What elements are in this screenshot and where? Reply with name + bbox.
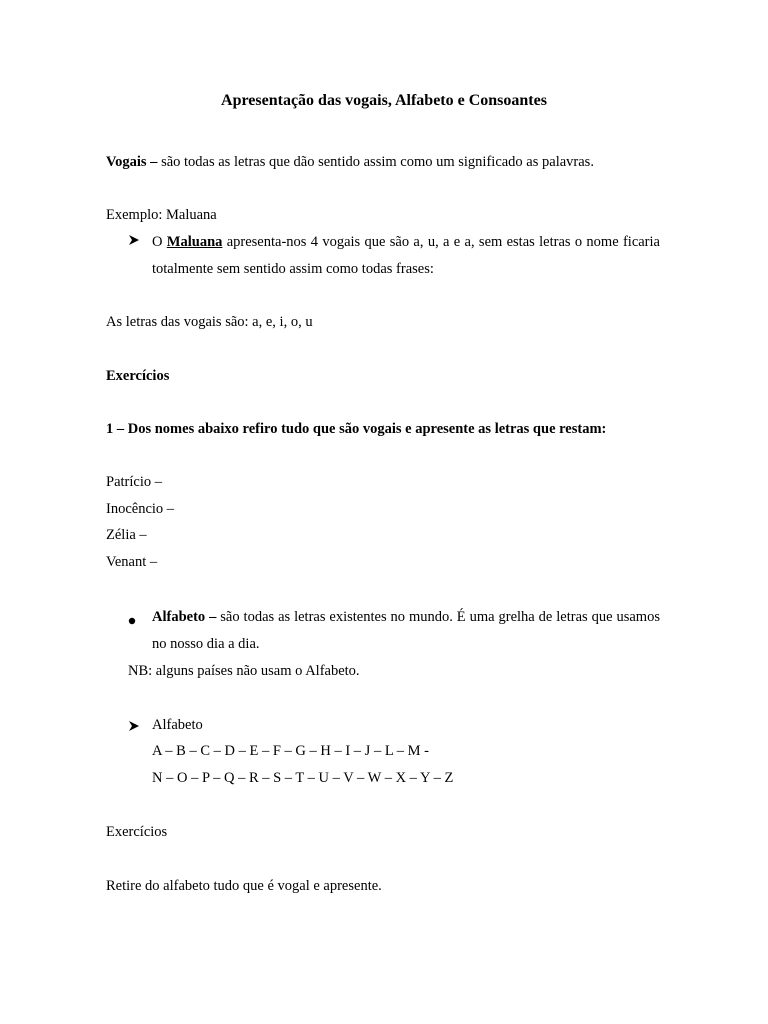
- arrow-bullet-icon: [128, 719, 140, 737]
- alfabeto-term: Alfabeto –: [152, 609, 217, 625]
- page-title: Apresentação das vogais, Alfabeto e Consoantes: [221, 92, 547, 109]
- name-item: Inocêncio –: [106, 501, 175, 517]
- nb-note: NB: alguns países não usam o Alfabeto.: [128, 663, 360, 679]
- name-item: Patrício –: [106, 474, 162, 490]
- vogais-definition: são todas as letras que dão sentido assim como um significado as palavras.: [157, 154, 594, 170]
- alphabet-row-2: N – O – P – Q – R – S – T – U – V – W – X – Y – Z: [152, 770, 454, 786]
- exercicios-heading: Exercícios: [106, 368, 170, 384]
- arrow-bullet-icon: [128, 233, 140, 251]
- name-item: Zélia –: [106, 527, 147, 543]
- final-instruction: Retire do alfabeto tudo que é vogal e apresente.: [106, 878, 382, 894]
- alfabeto-definition: Alfabeto – são todas as letras existentes no mundo. É uma grelha de letras que usamos no nosso dia a dia.: [152, 609, 660, 652]
- vogais-paragraph: [106, 153, 594, 171]
- exercise-1: 1 – Dos nomes abaixo refiro tudo que são vogais e apresente as letras que restam:: [106, 421, 607, 437]
- exercicios-2: Exercícios: [106, 824, 168, 840]
- alfabeto-label: Alfabeto: [152, 717, 203, 733]
- vogais-term: Vogais –: [106, 154, 158, 170]
- alphabet-row-1: A – B – C – D – E – F – G – H – I – J – L – M -: [152, 743, 429, 759]
- exemplo-label: Exemplo: Maluana: [106, 207, 217, 223]
- name-item: Venant –: [106, 554, 158, 570]
- letras-vogais: As letras das vogais são: a, e, i, o, u: [106, 314, 313, 330]
- maluana-name: Maluana: [166, 234, 223, 250]
- disc-bullet-icon: [128, 612, 136, 630]
- exemplo-bullet-text: O Maluana apresenta-nos 4 vogais que são a, u, a e a, sem estas letras o nome ficaria totalmente sem sentido assim como todas frases:: [152, 234, 660, 277]
